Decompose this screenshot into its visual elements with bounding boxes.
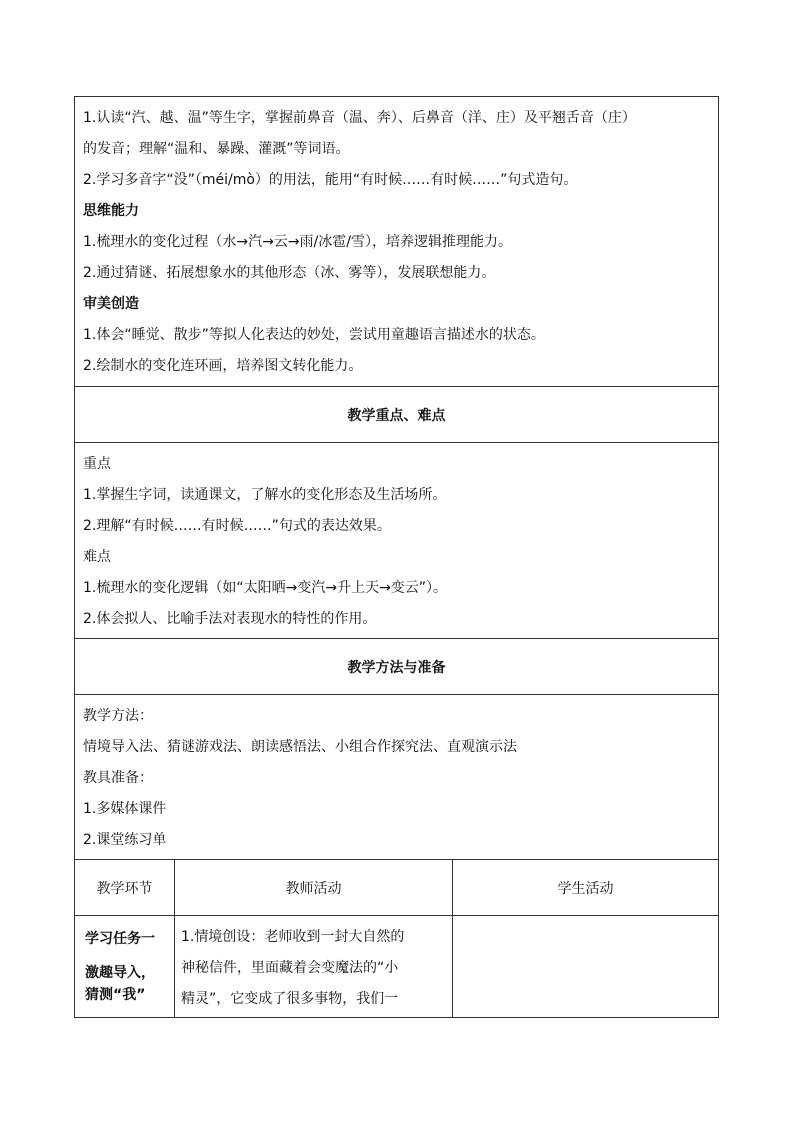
thinking-line-2: 2.通过猜谜、拓展想象水的其他形态（冰、雾等），发展联想能力。 xyxy=(83,265,496,281)
stage-cell xyxy=(75,916,175,1018)
process-row xyxy=(75,916,719,1018)
aesthetic-line-2: 2.绘制水的变化连环画，培养图文转化能力。 xyxy=(83,358,363,374)
aesthetic-heading: 审美创造 xyxy=(83,296,139,312)
method-text: 情境导入法、猜谜游戏法、朗读感悟法、小组合作探究法、直观演示法 xyxy=(83,739,517,755)
objectives-cell xyxy=(75,97,719,387)
col-header-teacher: 教师活动 xyxy=(175,860,453,916)
key-line-2: 2.理解“有时候……有时候……”句式的表达效果。 xyxy=(83,518,391,534)
teacher-activity-cell xyxy=(175,916,453,1018)
thinking-heading: 思维能力 xyxy=(83,203,139,219)
objective-line-1: 1.认读“汽、越、温”等生字，掌握前鼻音（温、奔）、后鼻音（洋、庄）及平翘舌音（庄） xyxy=(83,110,636,126)
student-activity-cell xyxy=(453,916,719,1018)
difficulty-line-1: 1.梳理水的变化逻辑（如“太阳晒→变汽→升上天→变云”）。 xyxy=(83,580,448,596)
student-activity-text xyxy=(453,916,718,1017)
process-header-row xyxy=(75,860,719,916)
objectives-row xyxy=(75,97,719,387)
task-title-line-1: 激趣导入， xyxy=(85,965,155,981)
teacher-line-1: 1.情境创设：老师收到一封大自然的 xyxy=(181,929,405,945)
teacher-line-2: 神秘信件，里面藏着会变魔法的“小 xyxy=(181,960,399,976)
objective-line-2: 的发音；理解“温和、暴躁、灌溉”等词语。 xyxy=(83,141,350,157)
difficulty-label: 难点 xyxy=(83,549,111,565)
prep-line-1: 1.多媒体课件 xyxy=(83,801,167,817)
prep-label: 教具准备： xyxy=(83,770,153,786)
methods-cell xyxy=(75,695,719,860)
lesson-plan-table xyxy=(74,96,719,1018)
col-header-student: 学生活动 xyxy=(453,860,719,916)
col-header-stage: 教学环节 xyxy=(75,860,175,916)
key-label: 重点 xyxy=(83,456,111,472)
methods-header: 教学方法与准备 xyxy=(75,639,719,695)
key-points-header: 教学重点、难点 xyxy=(75,387,719,443)
key-points-cell xyxy=(75,443,719,639)
methods-header-row xyxy=(75,639,719,695)
task-number: 学习任务一 xyxy=(85,931,155,947)
teacher-line-3: 精灵”，它变成了很多事物，我们一 xyxy=(181,991,399,1007)
key-points-header-row xyxy=(75,387,719,443)
aesthetic-line-1: 1.体会“睡觉、散步”等拟人化表达的妙处，尝试用童趣语言描述水的状态。 xyxy=(83,327,545,343)
objective-line-3: 2.学习多音字“没”（méi/mò）的用法，能用“有时候……有时候……”句式造句。 xyxy=(83,172,578,188)
difficulty-line-2: 2.体会拟人、比喻手法对表现水的特性的作用。 xyxy=(83,611,377,627)
task-title-line-2: 猜测“我” xyxy=(85,987,146,1003)
lesson-plan-page xyxy=(74,96,718,1018)
key-points-row xyxy=(75,443,719,639)
key-line-1: 1.掌握生字词，读通课文，了解水的变化形态及生活场所。 xyxy=(83,487,447,503)
methods-row xyxy=(75,695,719,860)
thinking-line-1: 1.梳理水的变化过程（水→汽→云→雨/冰雹/雪），培养逻辑推理能力。 xyxy=(83,234,512,250)
method-label: 教学方法： xyxy=(83,708,153,724)
prep-line-2: 2.课堂练习单 xyxy=(83,832,167,848)
